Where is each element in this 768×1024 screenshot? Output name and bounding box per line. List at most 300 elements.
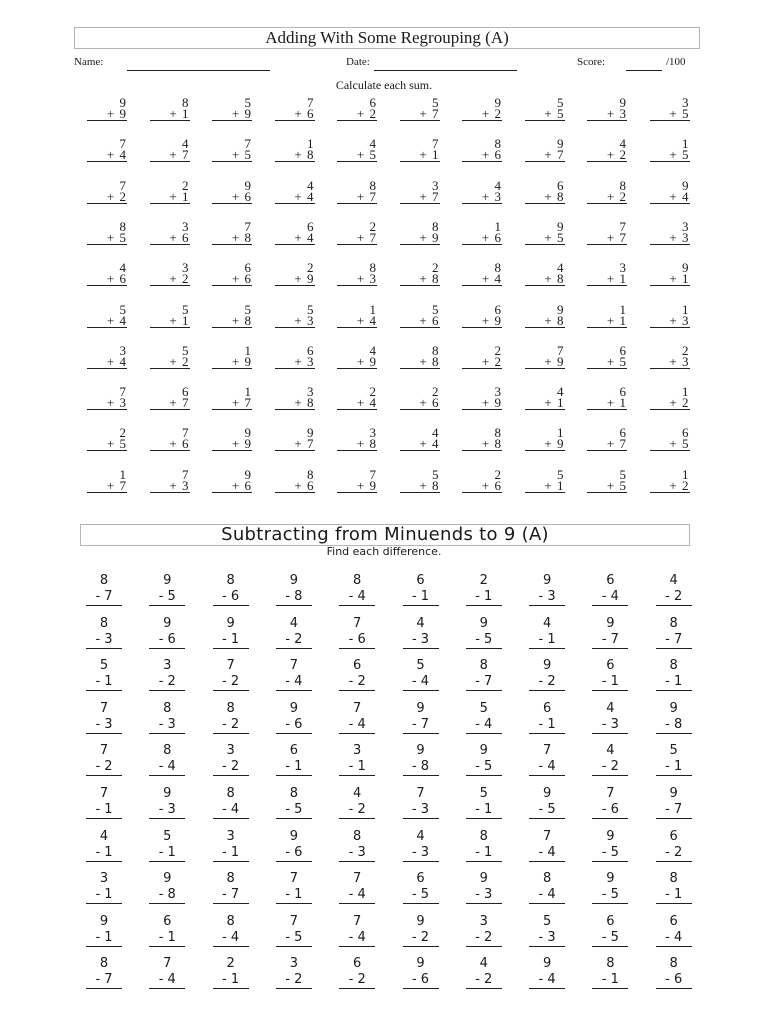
problem-top-number: 6: [494, 301, 502, 317]
problem-bottom-operand: - 1: [86, 802, 122, 819]
problem-bottom-operand: + 3: [650, 356, 690, 369]
problem-top-number: 3: [226, 828, 235, 844]
problem-bottom-operand: - 4: [403, 674, 439, 691]
problem-bottom-operand: + 2: [87, 191, 127, 204]
problem-top-number: 8: [163, 743, 172, 759]
addition-problem: [212, 262, 252, 286]
subtraction-problem: [656, 956, 692, 989]
addition-problem: [212, 301, 252, 328]
subtraction-problem: [656, 829, 692, 862]
addition-problem: [87, 218, 127, 245]
subtraction-problem: [149, 914, 185, 947]
problem-top-number: 5: [244, 301, 252, 317]
subtraction-problem: [592, 914, 628, 947]
problem-top-number: 5: [119, 301, 127, 317]
addition-problem: [525, 138, 565, 162]
subtraction-problem: [86, 743, 122, 776]
problem-bottom-operand: - 4: [529, 845, 565, 862]
problem-bottom-operand: + 2: [150, 356, 190, 369]
subtraction-problem: [529, 701, 565, 734]
subtraction-problem: [276, 956, 312, 989]
problem-top-number: 8: [494, 260, 502, 276]
problem-top-number: 2: [307, 260, 315, 276]
addition-problem: [337, 301, 377, 328]
addition-problem: [275, 342, 315, 369]
problem-bottom-operand: - 8: [149, 887, 185, 904]
problem-top-number: 5: [182, 342, 190, 358]
problem-top-number: 8: [99, 956, 109, 972]
problem-top-number: 1: [619, 301, 627, 317]
problem-bottom-operand: + 5: [650, 438, 690, 451]
subtraction-problem: [529, 743, 565, 776]
addition-problem: [400, 262, 440, 286]
problem-top-number: 7: [369, 466, 377, 482]
problem-top-number: 8: [353, 573, 362, 588]
problem-bottom-operand: + 8: [525, 191, 565, 204]
addition-problem: [650, 427, 690, 451]
subtraction-problem: [466, 573, 502, 606]
problem-bottom-operand: + 6: [275, 108, 315, 121]
subtraction-problem: [403, 956, 439, 989]
problem-top-number: 9: [119, 95, 127, 110]
problem-bottom-operand: - 1: [149, 845, 185, 862]
problem-bottom-operand: - 7: [656, 632, 692, 649]
problem-top-number: 9: [542, 573, 552, 588]
addition-problem: [87, 466, 127, 493]
addition-problem: [275, 97, 315, 121]
subtraction-problem: [339, 701, 375, 734]
problem-top-number: 7: [557, 342, 565, 358]
problem-bottom-operand: - 8: [403, 759, 439, 776]
problem-top-number: 3: [163, 658, 172, 674]
problem-bottom-operand: + 7: [587, 232, 627, 245]
problem-bottom-operand: - 1: [86, 845, 122, 862]
problem-top-number: 8: [353, 828, 362, 844]
subtraction-problem: [339, 829, 375, 862]
problem-bottom-operand: - 1: [213, 632, 249, 649]
problem-top-number: 3: [307, 384, 315, 400]
addition-problem: [650, 466, 690, 493]
problem-top-number: 4: [416, 615, 425, 631]
subtraction-problem: [656, 914, 692, 947]
problem-top-number: 7: [307, 95, 315, 110]
subtraction-problem: [466, 658, 502, 691]
problem-bottom-operand: - 2: [466, 972, 502, 989]
problem-top-number: 8: [182, 95, 190, 110]
subtraction-problem: [339, 956, 375, 989]
problem-top-number: 7: [244, 136, 252, 152]
problem-top-number: 6: [669, 828, 678, 844]
problem-top-number: 9: [606, 615, 615, 631]
subtraction-problem: [466, 829, 502, 862]
problem-bottom-operand: - 3: [592, 717, 628, 734]
problem-bottom-operand: - 7: [466, 674, 502, 691]
problem-bottom-operand: - 5: [466, 632, 502, 649]
problem-top-number: 6: [619, 384, 627, 400]
subtraction-problem: [213, 701, 249, 734]
addition-problem: [650, 97, 690, 121]
problem-top-number: 1: [557, 425, 565, 441]
subtraction-problem: [592, 701, 628, 734]
problem-bottom-operand: - 7: [656, 802, 692, 819]
addition-problem: [650, 301, 690, 328]
problem-bottom-operand: + 7: [587, 438, 627, 451]
problem-top-number: 4: [369, 342, 377, 358]
subtraction-problem: [213, 914, 249, 947]
problem-bottom-operand: - 2: [213, 759, 249, 776]
problem-top-number: 1: [682, 466, 690, 482]
problem-bottom-operand: + 5: [650, 149, 690, 162]
addition-problem: [400, 301, 440, 328]
addition-problem: [275, 262, 315, 286]
problem-top-number: 6: [416, 871, 425, 887]
problem-top-number: 8: [99, 573, 109, 588]
problem-top-number: 7: [182, 466, 190, 482]
problem-top-number: 5: [542, 913, 552, 929]
problem-top-number: 3: [182, 218, 190, 234]
subtraction-problem: [149, 616, 185, 649]
problem-bottom-operand: + 6: [275, 480, 315, 493]
problem-top-number: 8: [494, 425, 502, 441]
subtraction-problem: [656, 573, 692, 606]
problem-bottom-operand: + 8: [400, 480, 440, 493]
subtraction-problem: [149, 743, 185, 776]
problem-bottom-operand: + 1: [525, 480, 565, 493]
problem-top-number: 6: [619, 425, 627, 441]
problem-bottom-operand: - 6: [339, 632, 375, 649]
problem-top-number: 7: [99, 786, 109, 801]
problem-top-number: 9: [606, 871, 615, 887]
problem-bottom-operand: - 1: [466, 589, 502, 606]
problem-top-number: 3: [682, 218, 690, 234]
problem-bottom-operand: - 3: [86, 632, 122, 649]
problem-top-number: 7: [119, 384, 127, 400]
problem-top-number: 8: [479, 658, 488, 674]
problem-bottom-operand: - 4: [213, 930, 249, 947]
problem-top-number: 9: [557, 218, 565, 234]
subtraction-problem: [86, 871, 122, 904]
problem-top-number: 4: [99, 828, 109, 844]
problem-top-number: 8: [163, 700, 172, 716]
problem-top-number: 7: [353, 871, 362, 887]
problem-bottom-operand: + 5: [525, 108, 565, 121]
addition-problem: [337, 466, 377, 493]
subtraction-problem: [276, 743, 312, 776]
problem-top-number: 7: [182, 425, 190, 441]
problem-bottom-operand: - 3: [339, 845, 375, 862]
problem-top-number: 9: [606, 828, 615, 844]
subtraction-problem: [466, 956, 502, 989]
problem-bottom-operand: - 7: [403, 717, 439, 734]
subtraction-problem: [592, 871, 628, 904]
problem-bottom-operand: - 1: [529, 717, 565, 734]
addition-problem: [212, 466, 252, 493]
subtraction-problem: [529, 914, 565, 947]
subtraction-problem: [403, 829, 439, 862]
problem-top-number: 5: [432, 95, 440, 110]
problem-bottom-operand: + 5: [587, 480, 627, 493]
problem-top-number: 1: [307, 136, 315, 152]
addition-problem: [525, 427, 565, 451]
problem-top-number: 8: [99, 615, 109, 631]
problem-top-number: 9: [479, 743, 488, 759]
subtraction-problem: [86, 701, 122, 734]
problem-top-number: 7: [353, 700, 362, 716]
addition-problem: [212, 97, 252, 121]
problem-bottom-operand: - 4: [276, 674, 312, 691]
problem-top-number: 5: [432, 466, 440, 482]
addition-problem: [525, 466, 565, 493]
problem-bottom-operand: - 4: [529, 887, 565, 904]
subtraction-problem: [403, 743, 439, 776]
addition-problem: [400, 97, 440, 121]
problem-top-number: 5: [307, 301, 315, 317]
problem-top-number: 2: [369, 384, 377, 400]
problem-bottom-operand: + 4: [462, 273, 502, 286]
problem-top-number: 4: [119, 260, 127, 276]
problem-bottom-operand: + 3: [462, 191, 502, 204]
problem-top-number: 9: [542, 786, 552, 801]
problem-bottom-operand: - 6: [403, 972, 439, 989]
problem-bottom-operand: - 5: [592, 887, 628, 904]
subtraction-problem: [466, 871, 502, 904]
problem-top-number: 3: [432, 177, 440, 193]
addition-problem: [462, 218, 502, 245]
problem-top-number: 4: [479, 956, 488, 972]
problem-bottom-operand: - 3: [403, 845, 439, 862]
problem-top-number: 7: [606, 786, 615, 801]
problem-top-number: 8: [542, 871, 552, 887]
problem-bottom-operand: - 2: [213, 717, 249, 734]
addition-problem: [150, 97, 190, 121]
addition-problem: [337, 218, 377, 245]
problem-bottom-operand: + 3: [87, 397, 127, 410]
addition-problem: [150, 466, 190, 493]
problem-bottom-operand: + 9: [400, 232, 440, 245]
subtraction-problem: [213, 616, 249, 649]
problem-top-number: 1: [682, 136, 690, 152]
problem-top-number: 7: [119, 136, 127, 152]
problem-top-number: 3: [369, 425, 377, 441]
problem-top-number: 2: [494, 466, 502, 482]
problem-top-number: 9: [307, 425, 315, 441]
addition-problem: [87, 97, 127, 121]
problem-top-number: 9: [416, 743, 425, 759]
problem-top-number: 6: [606, 913, 615, 929]
problem-bottom-operand: - 5: [276, 802, 312, 819]
problem-bottom-operand: - 7: [86, 589, 122, 606]
subtraction-problem: [466, 914, 502, 947]
subtraction-problem: [213, 573, 249, 606]
problem-bottom-operand: - 1: [656, 887, 692, 904]
problem-bottom-operand: - 4: [466, 717, 502, 734]
problem-top-number: 7: [289, 871, 299, 887]
problem-bottom-operand: + 9: [525, 356, 565, 369]
subtraction-problem: [529, 871, 565, 904]
problem-bottom-operand: - 1: [276, 887, 312, 904]
problem-top-number: 7: [289, 913, 299, 929]
problem-top-number: 7: [542, 828, 552, 844]
problem-bottom-operand: + 5: [525, 232, 565, 245]
subtraction-problem: [339, 914, 375, 947]
problem-bottom-operand: - 2: [339, 802, 375, 819]
problem-bottom-operand: - 7: [86, 972, 122, 989]
problem-bottom-operand: - 2: [149, 674, 185, 691]
addition-problem: [525, 262, 565, 286]
problem-bottom-operand: + 4: [87, 315, 127, 328]
addition-problem: [150, 177, 190, 204]
score-label: Score:: [577, 56, 606, 68]
addition-problem: [587, 177, 627, 204]
problem-top-number: 6: [307, 342, 315, 358]
problem-top-number: 2: [369, 218, 377, 234]
addition-problem: [150, 262, 190, 286]
problem-top-number: 9: [289, 700, 299, 716]
problem-bottom-operand: - 4: [529, 759, 565, 776]
problem-bottom-operand: - 5: [529, 802, 565, 819]
problem-bottom-operand: - 1: [656, 674, 692, 691]
problem-top-number: 3: [226, 743, 235, 759]
problem-top-number: 8: [669, 871, 678, 887]
problem-bottom-operand: + 2: [587, 149, 627, 162]
problem-bottom-operand: + 1: [525, 397, 565, 410]
problem-bottom-operand: + 9: [275, 273, 315, 286]
subtraction-problem: [339, 871, 375, 904]
addition-problem: [87, 138, 127, 162]
problem-top-number: 6: [542, 700, 552, 716]
problem-top-number: 3: [619, 260, 627, 276]
subtraction-problem: [592, 786, 628, 819]
problem-top-number: 5: [432, 301, 440, 317]
addition-problem: [400, 466, 440, 493]
problem-top-number: 6: [289, 743, 299, 759]
problem-bottom-operand: - 1: [86, 887, 122, 904]
addition-problem: [212, 386, 252, 410]
problem-top-number: 3: [182, 260, 190, 276]
problem-bottom-operand: + 5: [337, 149, 377, 162]
addition-problem: [150, 386, 190, 410]
problem-top-number: 5: [669, 743, 678, 759]
subtraction-problem: [592, 573, 628, 606]
problem-top-number: 8: [619, 177, 627, 193]
problem-top-number: 2: [226, 956, 235, 972]
problem-bottom-operand: + 7: [525, 149, 565, 162]
subtraction-problem: [213, 956, 249, 989]
problem-top-number: 5: [479, 700, 488, 716]
problem-top-number: 9: [289, 573, 299, 588]
problem-bottom-operand: + 5: [650, 108, 690, 121]
addition-problem: [525, 301, 565, 328]
problem-top-number: 4: [432, 425, 440, 441]
problem-bottom-operand: - 3: [403, 632, 439, 649]
problem-bottom-operand: - 3: [86, 717, 122, 734]
addition-problem: [337, 386, 377, 410]
problem-bottom-operand: + 2: [462, 108, 502, 121]
problem-top-number: 4: [369, 136, 377, 152]
addition-problem: [650, 386, 690, 410]
problem-top-number: 5: [163, 828, 172, 844]
subtraction-problem: [213, 658, 249, 691]
problem-top-number: 7: [289, 658, 299, 674]
problem-top-number: 5: [557, 466, 565, 482]
problem-top-number: 6: [307, 218, 315, 234]
subtraction-problem: [529, 616, 565, 649]
problem-bottom-operand: - 8: [656, 717, 692, 734]
problem-bottom-operand: + 8: [275, 397, 315, 410]
subtraction-problem: [86, 573, 122, 606]
subtraction-problem: [276, 786, 312, 819]
addition-problem: [337, 262, 377, 286]
addition-problem: [525, 342, 565, 369]
addition-problem: [525, 177, 565, 204]
subtraction-problem: [86, 786, 122, 819]
problem-top-number: 8: [369, 177, 377, 193]
subtraction-problem: [213, 829, 249, 862]
problem-top-number: 2: [119, 425, 127, 441]
addition-problem: [462, 466, 502, 493]
problem-bottom-operand: - 4: [339, 717, 375, 734]
addition-problem: [587, 466, 627, 493]
addition-problem: [525, 386, 565, 410]
problem-top-number: 4: [416, 828, 425, 844]
subtraction-problem: [149, 871, 185, 904]
problem-top-number: 6: [353, 658, 362, 674]
problem-top-number: 9: [416, 700, 425, 716]
addition-problem: [150, 138, 190, 162]
problem-top-number: 4: [307, 177, 315, 193]
addition-problem: [337, 138, 377, 162]
problem-bottom-operand: + 7: [337, 232, 377, 245]
problem-bottom-operand: + 9: [462, 315, 502, 328]
addition-problem: [650, 342, 690, 369]
addition-problem: [275, 386, 315, 410]
problem-top-number: 9: [682, 260, 690, 276]
addition-problem: [150, 427, 190, 451]
problem-bottom-operand: - 5: [466, 759, 502, 776]
problem-top-number: 8: [606, 956, 615, 972]
problem-bottom-operand: - 1: [149, 930, 185, 947]
problem-top-number: 6: [353, 956, 362, 972]
problem-top-number: 8: [119, 218, 127, 234]
addition-problem: [650, 177, 690, 204]
problem-top-number: 6: [606, 573, 615, 588]
problem-bottom-operand: + 4: [337, 315, 377, 328]
problem-bottom-operand: - 1: [339, 759, 375, 776]
problem-top-number: 4: [669, 573, 678, 588]
subtraction-problem: [86, 658, 122, 691]
problem-bottom-operand: + 9: [212, 438, 252, 451]
problem-top-number: 6: [244, 260, 252, 276]
problem-bottom-operand: - 4: [656, 930, 692, 947]
addition-problem: [87, 342, 127, 369]
problem-bottom-operand: + 2: [462, 356, 502, 369]
problem-bottom-operand: - 1: [86, 930, 122, 947]
problem-bottom-operand: + 8: [212, 232, 252, 245]
subtraction-problem: [339, 573, 375, 606]
subtraction-problem: [403, 616, 439, 649]
subtraction-problem: [403, 871, 439, 904]
problem-bottom-operand: + 3: [150, 480, 190, 493]
problem-bottom-operand: - 2: [276, 972, 312, 989]
problem-bottom-operand: - 1: [656, 759, 692, 776]
subtraction-problem: [149, 829, 185, 862]
problem-bottom-operand: + 7: [400, 108, 440, 121]
problem-top-number: 8: [369, 260, 377, 276]
problem-bottom-operand: - 5: [403, 887, 439, 904]
subtraction-problem: [276, 871, 312, 904]
problem-bottom-operand: + 6: [462, 480, 502, 493]
problem-bottom-operand: + 7: [275, 438, 315, 451]
